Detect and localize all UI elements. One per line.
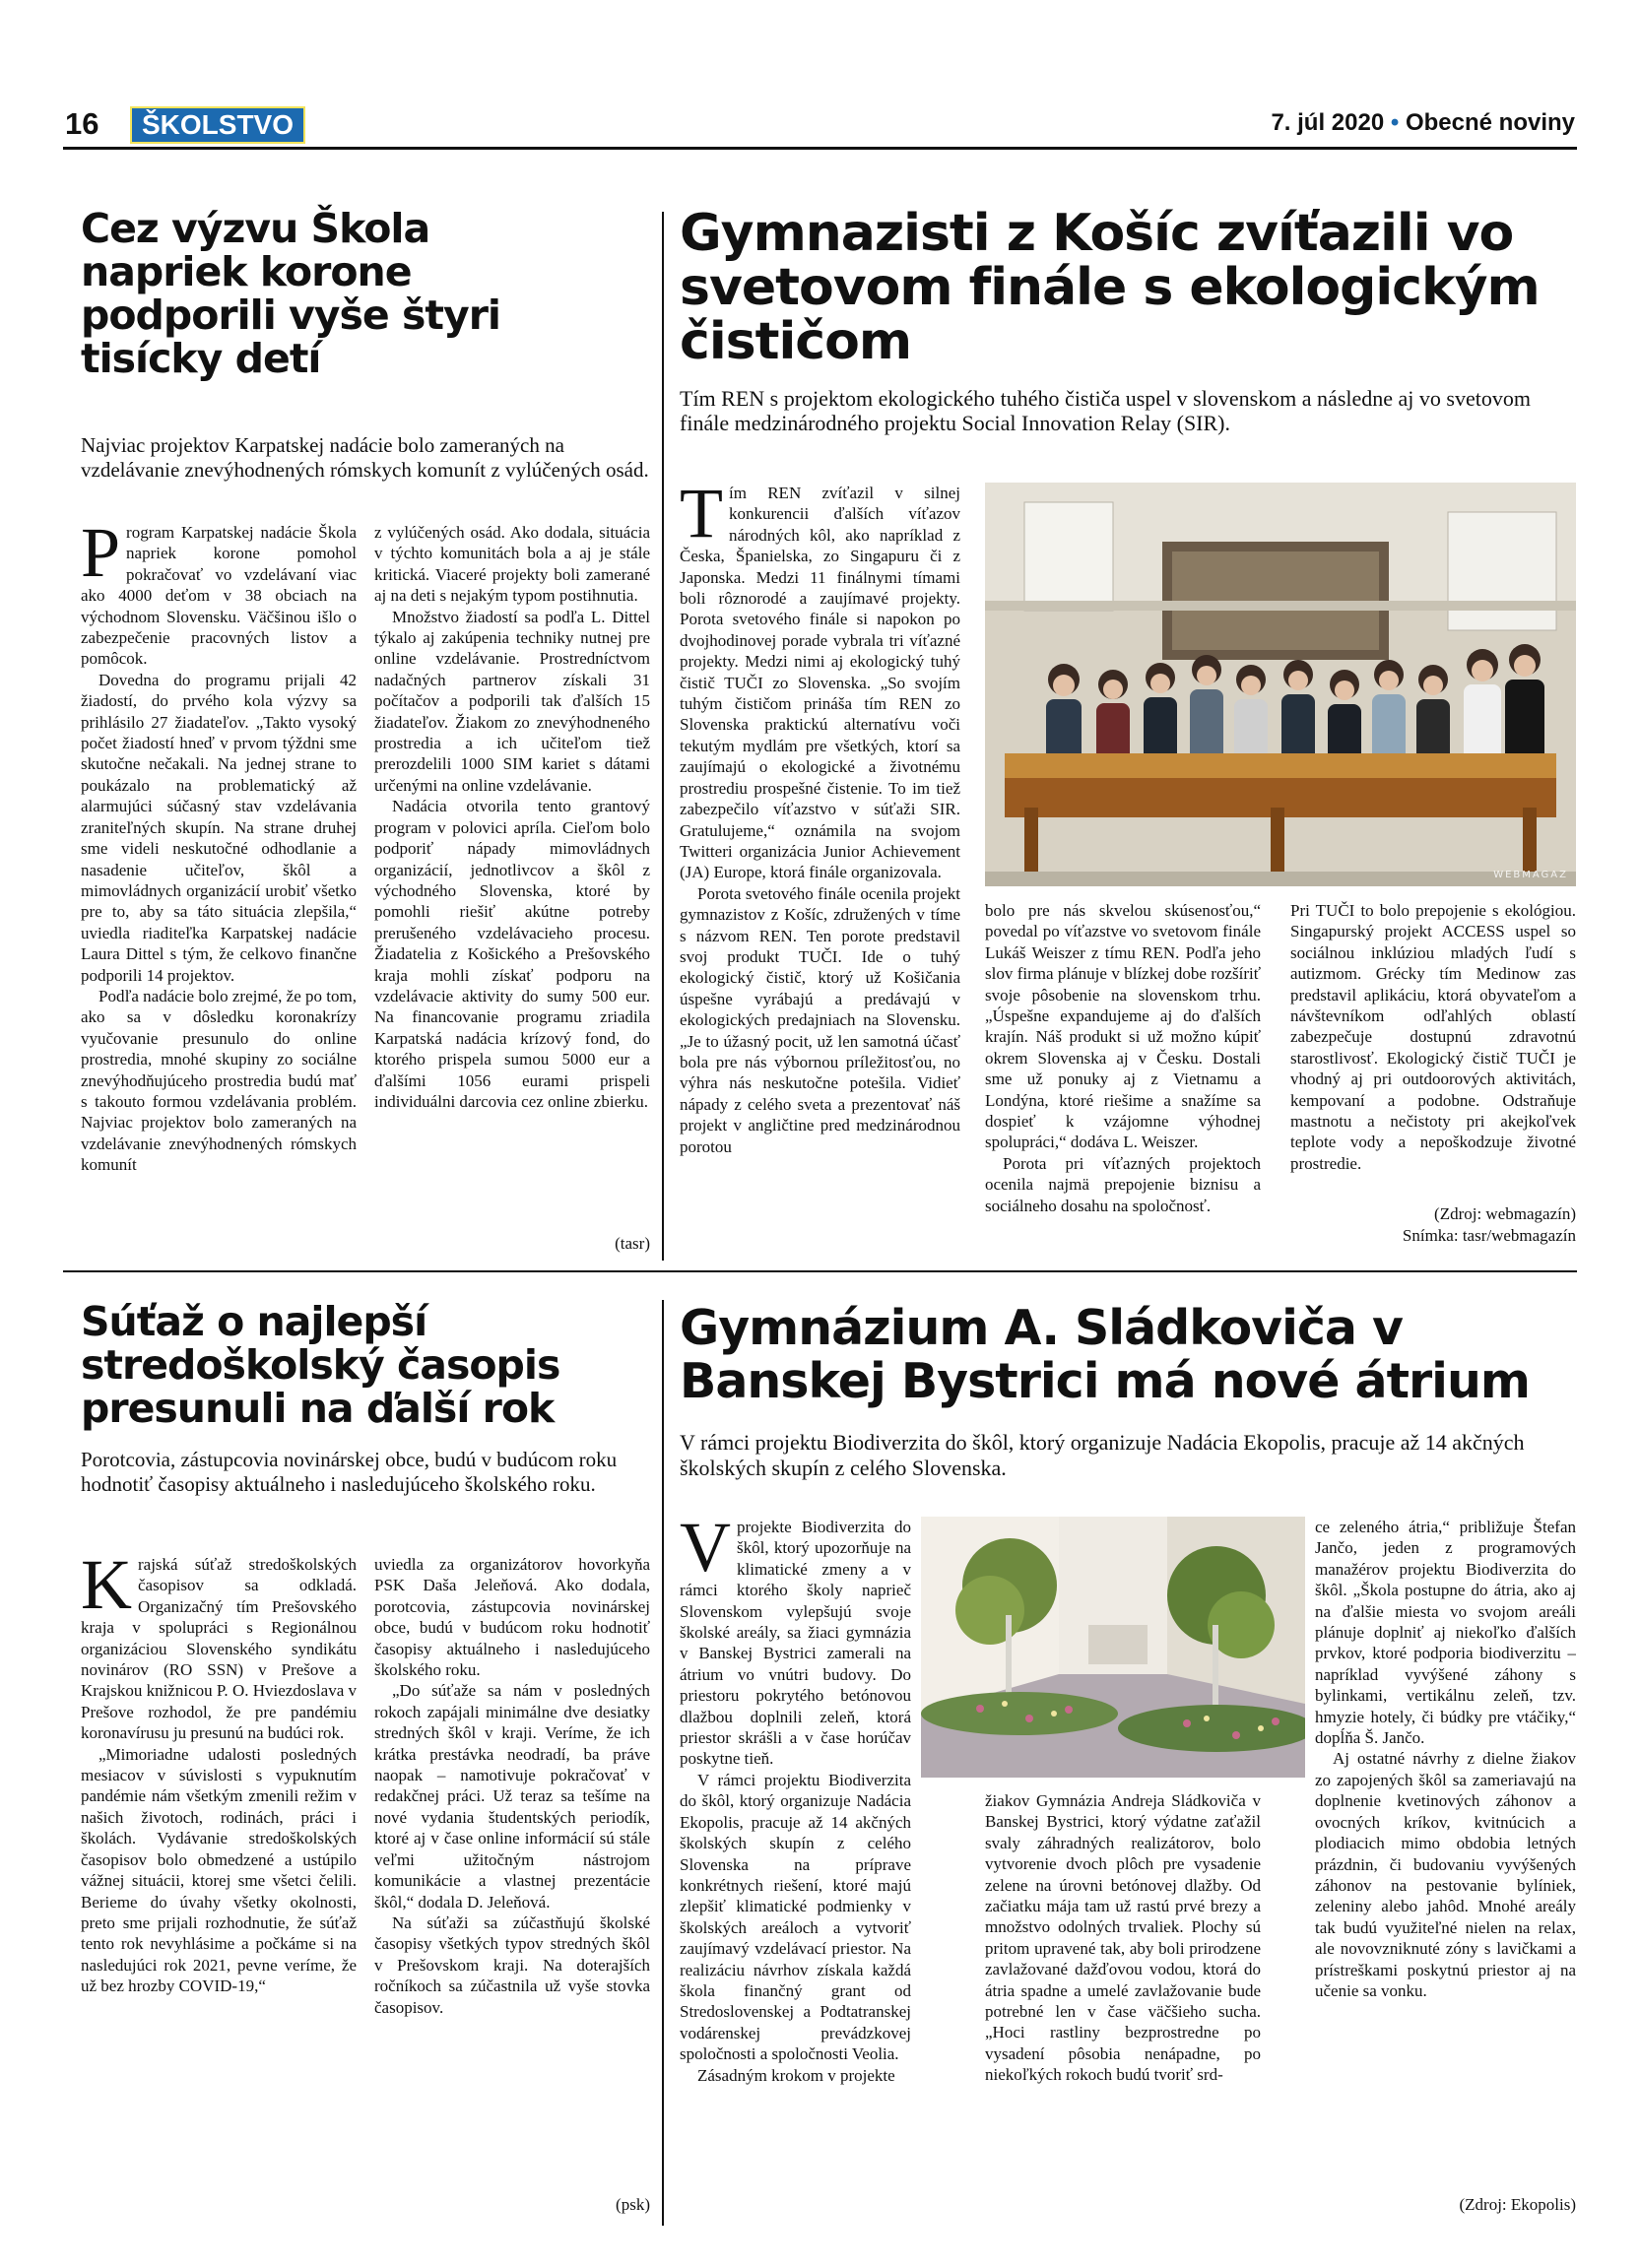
article-column-2 — [374, 522, 650, 1226]
atrium-photo — [921, 1517, 1305, 1778]
lead-paragraph: Tím REN s projektom ekologického tuhého čističa uspel v slovenskom a následne aj vo svetovom finále medzinárodného projektu Social Innovation Relay (SIR). — [680, 386, 1531, 435]
article-column-3 — [1315, 1517, 1576, 2147]
paragraph: bolo pre nás skvelou skúsenosťou,“ povedal po víťazstve vo svetovom finále Lukáš Weiszer z tímu REN. Podľa jeho slov firma plánuje v blízkej dobe rozšíriť svoje pôsobenie na slovenskom trhu. „Úspešne expandujeme aj do ďalších krajín. Náš produkt si už možno kúpiť okrem Slovenska aj v Česku. Dostali sme už ponuky aj z Vietnamu a Londýna, ktoré riešime a snažíme sa dospieť k vzájomne výhodnej spolupráci,“ dodáva L. Weiszer. — [985, 901, 1261, 1152]
source-tag: (psk) — [616, 2195, 650, 2214]
paragraph: Podľa nadácie bolo zrejmé, že po tom, ako sa v dôsledku koronakrízy vyučovanie presunulo do online prostredia, mnohé skupiny zo sociálne znevýhodňujúceho prostredia budú mať s takouto formou vzdelávania problém. Najviac projektov bolo zameraných na vzdelávanie znevýhodnených rómskych komunít — [81, 986, 357, 1175]
source-tag: (tasr) — [615, 1234, 650, 1253]
paragraph: Porota pri víťazných projektoch ocenila najmä prepojenie biznisu a sociálneho dosahu na spoločnosť. — [985, 1153, 1261, 1215]
paragraph: Množstvo žiadostí sa podľa L. Dittel týkalo aj zakúpenia techniky nutnej pre online vzdelávanie. Prostredníctvom nadačných partnerov získali 31 počítačov a podporili tak ďalších 15 žiadateľov. Žiakom zo znevýhodneného prostredia a ich učiteľom tiež prerozdelili 1000 SIM kariet s dátami určenými na online vzdelávanie. — [374, 607, 650, 795]
paragraph: rogram Karpatskej nadácie Škola napriek korone pomohol pokračovať vo vzdelávaní viac ako 4000 deťom v 38 obciach na východnom Slovensku. Väčšinou išlo o zabezpečenie pracovných listov a pomôcok. — [81, 523, 357, 669]
paragraph: Porota svetového finále ocenila projekt gymnazistov z Košíc, združených v tíme s názvom REN. Ten porote predstavil svoj produkt TUČI. Ide o tuhý ekologický čistič, ktorý už Košičania úspešne vyrábajú a predávajú v ekologických predajniach na Slovensku. „Je to úžasný pocit, už len samotná účasť bola pre nás výbornou príležitosťou, no výhra nás neskutočne potešila. Vidieť nápady z celého sveta a prezentovať náš projekt v angličtine pred medzinárodnou porotou — [680, 883, 960, 1156]
article-column-3 — [1290, 900, 1576, 1196]
section-divider — [63, 1270, 1577, 1272]
paragraph: žiakov Gymnázia Andreja Sládkoviča v Banskej Bystrici, ktorý výdatne zaťažil svaly záhradných realizátorov, bolo vytvorenie dvoch plôch pre vysadenie zelene na úrovni betónovej dlažby. Od začiatku mája tam už rastú prvé brezy a množstvo odolných trvaliek. Plochy sú pritom upravené tak, aby boli prirodzene zavlažované dažďovou vodou, ktorá do átria spadne a umelé zavlažovanie bude potrebné len v čase väčšieho sucha. „Hoci rastliny bezprostredne po vysadení pôsobia nenápadne, po niekoľkých rokoch budú tvoriť srd- — [985, 1791, 1261, 2085]
paragraph: uviedla za organizátorov hovorkyňa PSK Daša Jeleňová. Ako dodala, porotcovia, zástupcovia novinárskej obce, budú v budúcom roku hodnotiť časopisy aktuálneho i nasledujúceho školského roku. — [374, 1555, 650, 1680]
atrium-photo-illustration — [921, 1517, 1305, 1778]
paragraph: Pri TUČI to bolo prepojenie s ekológiou. Singapurský projekt ACCESS uspel so sociálnou inklúziou mladých ľudí s autizmom. Grécky tím Medinow zas predstavil aplikáciu, ktorá obyvateľom a návštevníkom odľahlých oblastí zabezpečuje dostupnú zdravotnú starostlivosť. Ekologický čistič TUČI je vhodný aj pri outdoorových aktivitách, kempovaní a podobne. Odstraňuje mastnotu a nečistoty pri akejkoľvek teplote vody a nepoškodzuje životné prostredie. — [1290, 901, 1576, 1173]
headline: Súťaž o najlepší stredoškolský časopis presunuli na ďalší rok — [81, 1298, 560, 1432]
lead-paragraph: Porotcovia, zástupcovia novinárskej obce, budú v budúcom roku hodnotiť časopisy aktuálneho i nasledujúceho školského roku. — [81, 1448, 618, 1496]
column-divider-top — [662, 212, 664, 1261]
drop-cap: V — [680, 1517, 731, 1587]
issue-date: 7. júl 2020 — [1271, 109, 1385, 136]
article-column-2 — [985, 1790, 1261, 2224]
article-column-2 — [374, 1554, 650, 2184]
team-photo-illustration — [985, 483, 1576, 886]
paragraph: „Mimoriadne udalosti posledných mesiacov v súvislosti s vypuknutím pandémie nám všetkým zmenili režim v našich životoch, rodinách, práci i školách. Vydávanie stredoškolských časopisov bolo obmedzené a ustúpilo vážnej situácii, ktorej sme všetci čelili. Berieme do úvahy všetky okolnosti, preto sme prijali rozhodnutie, že súťaž tento rok nevyhlásime a počkáme si na nasledujúci rok 2021, pevne veríme, že už bez hrozby COVID-19,“ — [81, 1744, 357, 1996]
page-header — [63, 102, 1577, 150]
headline: Gymnazisti z Košíc zvíťazili vo svetovom finále s ekologickým čističom — [680, 204, 1540, 371]
paragraph: Zásadným krokom v projekte — [697, 2065, 895, 2085]
article-column-1 — [81, 522, 357, 1256]
paragraph: ím REN zvíťazil v silnej konkurencii ďalších víťazov národných kôl, ako napríklad z Česka, Španielska, zo Singapuru či z Japonska. Medzi 11 finálnymi tímami boli rôznorodé a zaujímavé projekty. Porota svetového finále si napokon po dvojhodinovej porade vybrala tri víťazné projekty. Medzi nimi aj ekologický tuhý čistič TUČI zo Slovenska. „So svojím tuhým čističom prináša tím REN zo Slovenska praktickú alternatívu voči tekutým mydlám pre všetkých, ktorí sa zaujímajú o ekologické a životnému prostrediu prospešné čistenie. To im tiež zabezpečilo víťazstvo v súťaži SIR. Gratulujeme,“ oznámila na svojom Twitteri organizácia Junior Achievement (JA) Europe, ktorá finále organizovala. — [680, 484, 960, 882]
paragraph: Aj ostatné návrhy z dielne žiakov zo zapojených škôl sa zameriavajú na doplnenie kvetinových záhonov a ovocných kríkov, kvitnúcich a plodiacich mimo obdobia letných prázdnin, či budovaniu vyvýšených záhonov na pestovanie bylíniek, zeleniny alebo jahôd. Mnohé areály tak budú využiteľné nielen na relax, ale novovzniknuté zóny s lavičkami a prístreškami poskytnú priestor aj na učenie sa vonku. — [1315, 1749, 1576, 2000]
source-tag: (Zdroj: webmagazín) — [1434, 1204, 1576, 1223]
photo-watermark: WEBMAGAZ — [1493, 870, 1568, 880]
paragraph: Nadácia otvorila tento grantový program v polovici apríla. Cieľom bolo podporiť nápady mimovládnych organizácií, jednotlivcov a škôl z východného Slovenska, ktoré by pomohli riešiť akútne potreby prerušeného vzdelávacieho procesu. Žiadatelia z Košického a Prešovského kraja mohli získať podporu na vzdelávacie aktivity do sumy 500 eur. Na financovanie programu zriadila Karpatská nadácia krízový fond, do ktorého prispela sumou 5000 eur a ďalšími 1056 eurami prispeli individuálni darcovia cez online zbierku. — [374, 797, 650, 1111]
paragraph: z vylúčených osád. Ako dodala, situácia v týchto komunitách bola a aj je stále kritická. Viaceré projekty boli zamerané aj na deti s nejakým typom postihnutia. — [374, 523, 650, 606]
paper-name: Obecné noviny — [1405, 109, 1575, 136]
photo-credit: Snímka: tasr/webmagazín — [1402, 1226, 1576, 1245]
headline: Cez výzvu Škola napriek korone podporili vyše štyri tisícky detí — [81, 205, 500, 382]
drop-cap: K — [81, 1554, 132, 1624]
article-column-1 — [81, 1554, 357, 2224]
issue-dateline — [1271, 109, 1575, 137]
source-tag: (Zdroj: Ekopolis) — [1459, 2195, 1576, 2214]
paragraph: Dovedna do programu prijali 42 žiadostí, do prvého kola výzvy sa prihlásilo 27 žiadateľov. „Takto vysoký počet žiadostí hneď v prvom týždni sme skutočne nečakali. Na jednej strane to poukázalo na problematický až alarmujúci súčasný stav vzdelávania zraniteľných skupín. Na strane druhej sme videli neskutočné odhodlanie a nasadenie učiteľov, škôl a mimovládnych organizácií urobiť všetko pre to, aby sa táto situácia zlepšila,“ uviedla riaditeľka Karpatskej nadácie Laura Dittel s tým, že celkovo finančne podporili 14 projektov. — [81, 670, 357, 985]
paragraph: rajská súťaž stredoškolských časopisov sa odkladá. Organizačný tím Prešovského kraja v spolupráci s Regionálnou organizáciou Slovenského syndikátu novinárov (RO SSN) v Prešove a Krajskou knižnicou P. O. Hviezdoslava v Prešove rozhodol, že pre pandémiu koronavírusu ju presunú na budúci rok. — [81, 1555, 357, 1743]
page-number: 16 — [65, 106, 99, 141]
column-divider-bottom — [662, 1300, 664, 2226]
drop-cap: P — [81, 522, 121, 592]
lead-paragraph: Najviac projektov Karpatskej nadácie bolo zameraných na vzdelávanie znevýhodnených rómskych komunít z vylúčených osád. — [81, 433, 649, 482]
paragraph: V rámci projektu Biodiverzita do škôl, ktorý organizuje Nadácia Ekopolis, pracuje až 14 akčných školských skupín z celého Slovenska na príprave konkrétnych riešení, ktoré majú zlepšiť klimatické podmienky v školských areáloch a vytvoriť zaujímavý vzdelávací priestor. Na realizáciu návrhov získala každá škola finančný grant od Stredoslovenskej a Podtatranskej vodárenskej prevádzkovej spoločnosti a spoločnosti Veolia. — [680, 1770, 911, 2064]
paragraph: Na súťaži sa zúčastňujú školské časopisy všetkých typov stredných škôl v Prešovskom kraji. Na doterajších ročníkoch sa zúčastnila už vyše stovka časopisov. — [374, 1912, 650, 2017]
paragraph: „Do súťaže sa nám v posledných rokoch zapájali minimálne dve desiatky stredných škôl v kraji. Veríme, že ich krátka prestávka neodradí, ba práve naopak – namotivuje pokračovať v redakčnej práci. Už teraz sa tešíme na nové vydania študentských periodík, ktoré aj v čase online informácií sú stále veľmi užitočným nástrojom komunikácie a vlastnej prezentácie škôl,“ dodala D. Jeleňová. — [374, 1681, 650, 1912]
section-label: ŠKOLSTVO — [130, 106, 305, 144]
article-column-1 — [680, 483, 960, 1256]
paragraph: projekte Biodiverzita do škôl, ktorý upozorňuje na klimatické zmeny a v rámci ktorého školy naprieč Slovenskom vylepšujú svoje školské areály, sa žiaci gymnázia v Banskej Bystrici zamerali na átrium vo vnútri budovy. Do priestoru pokrytého betónovou dlažbou doplnili zeleň, ktorá priestor skrášli a v čase horúčav poskytne tieň. — [680, 1518, 911, 1769]
paragraph: ce zeleného átria,“ približuje Štefan Jančo, jeden z programových manažérov projektu Biodiverzita do škôl. „Škola postupne do átria, ako aj na ďalšie miesta vo svojom areáli plánuje doplniť aj niekoľko ďalších prvkov, ktoré podporia biodiverzitu – napríklad vyvýšené záhony s bylinkami, vertikálnu zeleň, tzv. hmyzie hotely, či búdky pre vtáčiky,“ dopĺňa Š. Jančo. — [1315, 1518, 1576, 1748]
team-photo — [985, 483, 1576, 886]
separator-dot: • — [1390, 109, 1400, 136]
lead-paragraph: V rámci projektu Biodiverzita do škôl, ktorý organizuje Nadácia Ekopolis, pracuje až 14 akčných školských skupín z celého Slovenska. — [680, 1430, 1525, 1480]
drop-cap: T — [680, 483, 723, 552]
headline: Gymnázium A. Sládkoviča v Banskej Bystrici má nové átrium — [680, 1300, 1530, 1409]
article-column-1 — [680, 1517, 911, 2221]
article-column-2 — [985, 900, 1261, 1235]
